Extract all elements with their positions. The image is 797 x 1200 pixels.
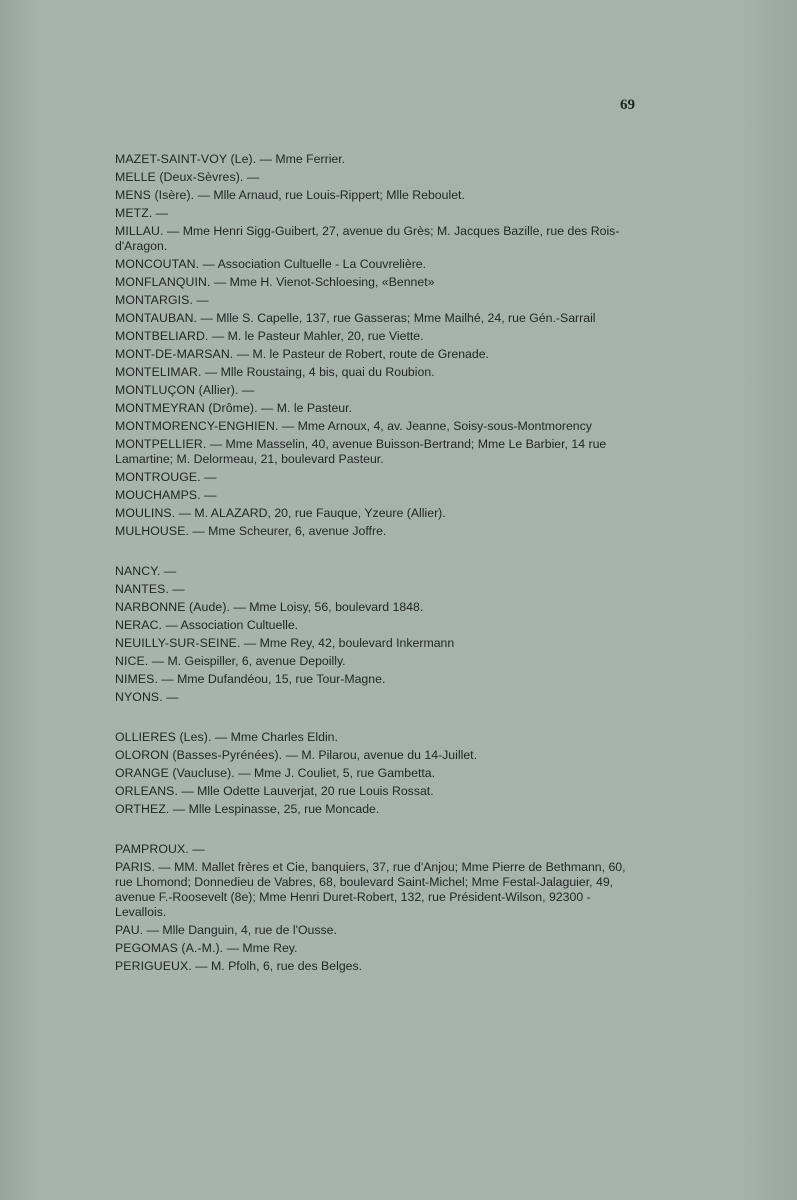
entry-place: MULHOUSE. — [115, 524, 190, 538]
entry-place: PEGOMAS (A.-M.). — [115, 941, 224, 955]
entry-separator: — — [238, 383, 258, 397]
directory-list — [115, 152, 640, 977]
entry-detail: Mme Masselin, 40, avenue Buisson-Bertrand; Mme Le Barbier, 14 rue Lamartine; M. Delormeau, 21, boulevard Pasteur. — [115, 437, 610, 466]
entry-place: PERIGUEUX. — [115, 959, 192, 973]
entry-separator: — — [240, 636, 260, 650]
entry-place: ORLEANS. — [115, 784, 178, 798]
directory-entry — [115, 600, 640, 615]
entry-place: PAU. — [115, 923, 144, 937]
directory-entry — [115, 959, 640, 974]
entry-detail: Association Cultuelle. — [180, 618, 299, 632]
entry-separator: — — [189, 524, 209, 538]
entry-separator: — — [256, 152, 276, 166]
entry-detail: Mme H. Vienot-Schloesing, «Bennet» — [229, 275, 435, 289]
entry-place: MONCOUTAN. — [115, 257, 200, 271]
directory-entry — [115, 842, 640, 857]
entry-separator: — — [210, 275, 230, 289]
directory-entry — [115, 923, 640, 938]
entry-detail: Mme Ferrier. — [275, 152, 346, 166]
directory-entry — [115, 766, 640, 781]
entry-place: OLORON (Basses-Pyrénées). — [115, 748, 283, 762]
entry-separator: — — [192, 293, 213, 307]
entry-detail: Mlle Arnaud, rue Louis-Rippert; Mlle Reboulet. — [213, 188, 465, 202]
entry-detail: Mlle Roustaing, 4 bis, quai du Roubion. — [220, 365, 435, 379]
entry-detail: Mlle Lespinasse, 25, rue Moncade. — [188, 802, 380, 816]
directory-entry — [115, 582, 640, 597]
directory-entry — [115, 293, 640, 308]
entry-separator: — — [194, 188, 214, 202]
entry-separator: — — [152, 206, 172, 220]
entry-detail: M. Geispiller, 6, avenue Depoilly. — [167, 654, 346, 668]
entry-separator: — — [201, 365, 221, 379]
entry-place: MONTMORENCY-ENGHIEN. — [115, 419, 279, 433]
entry-detail: Mlle Danguin, 4, rue de l'Ousse. — [162, 923, 337, 937]
entry-place: MOULINS. — [115, 506, 176, 520]
entry-place: MONT-DE-MARSAN. — [115, 347, 234, 361]
directory-section — [115, 564, 640, 705]
directory-entry — [115, 802, 640, 817]
entry-place: MONTBELIARD. — [115, 329, 209, 343]
entry-separator: — — [208, 329, 228, 343]
directory-entry — [115, 564, 640, 579]
entry-separator: — — [211, 730, 231, 744]
entry-place: PAMPROUX. — [115, 842, 189, 856]
directory-entry — [115, 311, 640, 326]
entry-separator: — — [278, 419, 298, 433]
entry-separator: — — [143, 923, 163, 937]
entry-place: MONTARGIS. — [115, 293, 193, 307]
entry-separator: — — [160, 564, 180, 578]
entry-place: MILLAU. — [115, 224, 164, 238]
section-gap — [115, 542, 640, 564]
entry-detail: Mme Rey. — [242, 941, 298, 955]
entry-detail: Mme Charles Eldin. — [230, 730, 338, 744]
directory-entry — [115, 437, 640, 467]
directory-entry — [115, 347, 640, 362]
directory-section — [115, 152, 640, 539]
entry-place: NARBONNE (Aude). — [115, 600, 231, 614]
entry-separator: — — [230, 600, 250, 614]
entry-separator: — — [200, 488, 220, 502]
page-number: 69 — [620, 97, 635, 113]
directory-entry — [115, 152, 640, 167]
directory-entry — [115, 383, 640, 398]
entry-separator: — — [257, 401, 277, 415]
entry-separator: — — [175, 506, 195, 520]
entry-separator: — — [200, 470, 220, 484]
entry-place: NICE. — [115, 654, 149, 668]
entry-detail: Mme Arnoux, 4, av. Jeanne, Soisy-sous-Montmorency — [297, 419, 592, 433]
entry-place: NANTES. — [115, 582, 169, 596]
entry-detail: MM. Mallet frères et Cie, banquiers, 37, rue d'Anjou; Mme Pierre de Bethmann, 60, rue Lhomond; Donnedieu de Vabres, 68, boulevard Saint-Michel; Mme Festal-Jalaguier, 49, avenue F.-Roosevelt (8e); Mme Henri Duret-Robert, 132, rue Président-Wilson, 92300 - Levallois. — [115, 860, 629, 919]
directory-entry — [115, 329, 640, 344]
entry-separator: — — [157, 672, 178, 686]
directory-entry — [115, 506, 640, 521]
directory-entry — [115, 636, 640, 651]
directory-entry — [115, 618, 640, 633]
section-gap — [115, 820, 640, 842]
entry-detail: Mme Rey, 42, boulevard Inkermann — [259, 636, 455, 650]
entry-detail: M. Pfolh, 6, rue des Belges. — [211, 959, 363, 973]
entry-separator: — — [282, 748, 302, 762]
entry-place: MONTAUBAN. — [115, 311, 198, 325]
directory-entry — [115, 224, 640, 254]
entry-place: OLLIERES (Les). — [115, 730, 212, 744]
entry-place: MONFLANQUIN. — [115, 275, 211, 289]
directory-entry — [115, 941, 640, 956]
directory-entry — [115, 690, 640, 705]
entry-place: MONTLUÇON (Allier). — [115, 383, 239, 397]
directory-entry — [115, 275, 640, 290]
directory-entry — [115, 188, 640, 203]
directory-entry — [115, 748, 640, 763]
directory-entry — [115, 470, 640, 485]
entry-place: MONTMEYRAN (Drôme). — [115, 401, 258, 415]
entry-detail: M. Pilarou, avenue du 14-Juillet. — [301, 748, 477, 762]
entry-place: METZ. — [115, 206, 153, 220]
directory-entry — [115, 206, 640, 221]
directory-entry — [115, 365, 640, 380]
entry-detail: Mme Henri Sigg-Guibert, 27, avenue du Grès; M. Jacques Bazille, rue des Rois-d'Aragon. — [115, 224, 620, 253]
entry-detail: Mlle Odette Lauverjat, 20 rue Louis Rossat. — [197, 784, 434, 798]
entry-place: NYONS. — [115, 690, 163, 704]
entry-detail: Mlle S. Capelle, 137, rue Gasseras; Mme Mailhé, 24, rue Gén.-Sarrail — [216, 311, 596, 325]
entry-separator: — — [169, 582, 189, 596]
entry-separator: — — [223, 941, 243, 955]
entry-place: NEUILLY-SUR-SEINE. — [115, 636, 241, 650]
directory-entry — [115, 170, 640, 185]
entry-place: MELLE (Deux-Sèvres). — [115, 170, 244, 184]
directory-entry — [115, 401, 640, 416]
directory-entry — [115, 730, 640, 745]
directory-section — [115, 730, 640, 817]
entry-place: PARIS. — [115, 860, 156, 874]
entry-separator: — — [234, 766, 254, 780]
entry-separator: — — [191, 959, 211, 973]
entry-detail: M. le Pasteur Mahler, 20, rue Viette. — [227, 329, 424, 343]
entry-place: MONTELIMAR. — [115, 365, 202, 379]
directory-entry — [115, 784, 640, 799]
entry-place: ORANGE (Vaucluse). — [115, 766, 235, 780]
entry-detail: Mme Loisy, 56, boulevard 1848. — [249, 600, 424, 614]
entry-place: NERAC. — [115, 618, 163, 632]
directory-entry — [115, 860, 640, 920]
entry-separator: — — [148, 654, 168, 668]
entry-place: NIMES. — [115, 672, 158, 686]
entry-detail: M. le Pasteur de Robert, route de Grenade. — [252, 347, 489, 361]
directory-entry — [115, 257, 640, 272]
entry-separator: — — [206, 437, 226, 451]
entry-separator: — — [162, 690, 182, 704]
entry-detail: Mme Dufandéou, 15, rue Tour-Magne. — [177, 672, 386, 686]
directory-entry — [115, 654, 640, 669]
entry-separator: — — [233, 347, 253, 361]
entry-separator: — — [178, 784, 198, 798]
entry-separator: — — [188, 842, 208, 856]
entry-place: ORTHEZ. — [115, 802, 170, 816]
entry-place: MONTPELLIER. — [115, 437, 207, 451]
directory-sections — [115, 152, 640, 974]
entry-detail: Association Cultuelle - La Couvrelière. — [217, 257, 427, 271]
entry-detail: M. le Pasteur. — [276, 401, 352, 415]
entry-separator: — — [155, 860, 175, 874]
directory-section — [115, 842, 640, 974]
directory-entry — [115, 524, 640, 539]
entry-place: MENS (Isère). — [115, 188, 195, 202]
entry-detail: M. ALAZARD, 20, rue Fauque, Yzeure (Allier). — [194, 506, 446, 520]
entry-separator: — — [199, 257, 218, 271]
directory-entry — [115, 488, 640, 503]
entry-place: MAZET-SAINT-VOY (Le). — [115, 152, 257, 166]
entry-detail: Mme J. Couliet, 5, rue Gambetta. — [253, 766, 436, 780]
entry-separator: — — [243, 170, 263, 184]
entry-separator: — — [163, 224, 183, 238]
section-gap — [115, 708, 640, 730]
entry-place: MONTROUGE. — [115, 470, 201, 484]
entry-separator: — — [162, 618, 181, 632]
directory-entry — [115, 672, 640, 687]
entry-separator: — — [197, 311, 217, 325]
entry-detail: Mme Scheurer, 6, avenue Joffre. — [208, 524, 387, 538]
entry-separator: — — [169, 802, 189, 816]
entry-place: MOUCHAMPS. — [115, 488, 201, 502]
entry-place: NANCY. — [115, 564, 161, 578]
directory-entry — [115, 419, 640, 434]
